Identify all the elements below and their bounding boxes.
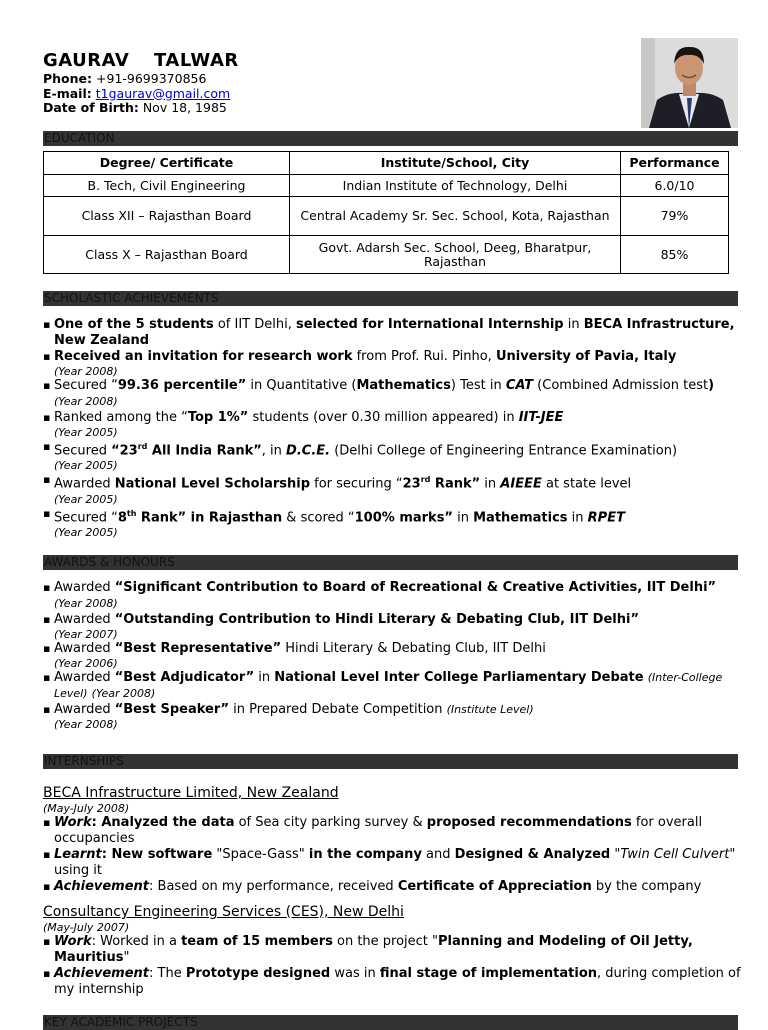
text-run: at state level xyxy=(541,476,632,492)
text-run: in xyxy=(567,509,588,525)
text-run: rd xyxy=(137,442,148,451)
internship-1 xyxy=(43,785,743,895)
text-run: was in xyxy=(330,966,380,981)
text-run: Prototype designed xyxy=(185,966,331,981)
text-run: Hindi Literary & Debating Club, IIT Delhi xyxy=(281,641,546,656)
text-run: Awarded xyxy=(54,670,115,685)
text-run: Received an invitation for research work xyxy=(54,349,353,364)
text-run: in xyxy=(452,509,474,525)
text-run: ) xyxy=(708,378,715,393)
list-item xyxy=(43,641,743,670)
table-cell: 6.0/10 xyxy=(621,175,729,197)
awards-list xyxy=(43,580,743,731)
list-item xyxy=(43,934,743,966)
internship-organization: BECA Infrastructure Limited, New Zealand xyxy=(43,785,339,801)
year-note: (Year 2005) xyxy=(54,426,118,439)
text-run: Work xyxy=(54,934,92,949)
text-run: Secured “ xyxy=(54,378,118,393)
text-run: Awarded xyxy=(54,702,115,717)
phone-value: +91-9699370856 xyxy=(96,71,207,86)
text-run: 8 xyxy=(117,509,127,525)
text-run: (Combined Admission test xyxy=(533,378,709,393)
list-item xyxy=(43,847,743,879)
text-run: All India Rank” xyxy=(147,443,262,459)
text-run: (Institute Level) xyxy=(446,703,534,716)
text-run: in the company xyxy=(308,847,422,862)
year-note: (Year 2005) xyxy=(54,492,118,506)
table-row xyxy=(44,236,729,274)
profile-photo xyxy=(641,38,738,128)
year-note: (Year 2008) xyxy=(54,718,118,731)
text-run: “23 xyxy=(111,443,138,459)
text-run: “Outstanding Contribution to Hindi Literary & Debating Club, IIT Delhi” xyxy=(114,612,639,627)
text-run: ) Test in xyxy=(450,378,506,393)
text-run: in Prepared Debate Competition xyxy=(229,702,447,717)
dob-value: Nov 18, 1985 xyxy=(142,100,227,115)
text-run: selected for International Internship xyxy=(295,317,564,332)
text-run: One of the 5 students xyxy=(54,317,214,332)
list-item xyxy=(43,670,743,702)
text-run: Awarded xyxy=(54,641,115,656)
list-item xyxy=(43,815,743,847)
text-run: : The xyxy=(149,966,186,981)
table-cell: 79% xyxy=(621,197,729,236)
text-run: : Worked in a xyxy=(91,934,182,949)
list-item xyxy=(43,506,743,539)
text-run: Work xyxy=(54,815,92,830)
text-run: (Inter-College Level) xyxy=(54,671,723,700)
text-run: Mathematics xyxy=(473,509,568,525)
candidate-name: GAURAV TALWAR xyxy=(43,50,239,71)
text-run: CAT xyxy=(505,378,534,393)
text-run: " xyxy=(610,847,621,862)
list-item xyxy=(43,580,743,612)
text-run: Twin Cell Culvert xyxy=(620,847,730,862)
text-run: (Year 2008) xyxy=(54,597,118,610)
list-item xyxy=(43,879,743,895)
text-run: for securing “ xyxy=(310,476,403,492)
list-item xyxy=(43,349,743,378)
section-header-education: EDUCATION xyxy=(43,131,738,146)
text-run: “Best Speaker” xyxy=(114,702,230,717)
phone-label: Phone: xyxy=(43,71,93,86)
year-note: (Year 2005) xyxy=(54,459,118,473)
text-run: in xyxy=(563,317,584,332)
text-run: , during completion of my internship xyxy=(54,966,741,997)
table-row xyxy=(44,197,729,236)
internship-dates: (May-July 2008) xyxy=(43,802,130,815)
text-run: in xyxy=(254,670,275,685)
text-run: Certificate of Appreciation xyxy=(397,879,592,894)
list-item xyxy=(43,410,743,439)
text-run: Achievement xyxy=(54,879,150,894)
list-item xyxy=(43,472,743,505)
text-run: final stage of implementation xyxy=(379,966,598,981)
text-run: National Level Inter College Parliamentary Debate xyxy=(274,670,644,685)
text-run: by the company xyxy=(591,879,702,894)
section-header-projects: KEY ACADEMIC PROJECTS xyxy=(43,1015,738,1030)
text-run: : Analyzed the data xyxy=(91,815,235,830)
text-run: in xyxy=(480,476,501,492)
text-run: and xyxy=(421,847,455,862)
text-run: rd xyxy=(420,475,431,485)
list-item xyxy=(43,317,743,349)
table-cell: Class X – Rajasthan Board xyxy=(44,236,290,274)
table-cell: Govt. Adarsh Sec. School, Deeg, Bharatpur, Rajasthan xyxy=(290,236,621,274)
table-header: Institute/School, City xyxy=(290,152,621,175)
table-row xyxy=(44,175,729,197)
text-run: (Delhi College of Engineering Entrance Examination) xyxy=(330,443,678,459)
list-item xyxy=(43,612,743,641)
text-run: “Best Representative” xyxy=(114,641,282,656)
table-cell: Class XII – Rajasthan Board xyxy=(44,197,290,236)
text-run: Rank” xyxy=(430,476,481,492)
table-header: Degree/ Certificate xyxy=(44,152,290,175)
text-run: Learnt xyxy=(54,847,102,862)
internship-dates: (May-July 2007) xyxy=(43,921,130,934)
text-run: 23 xyxy=(402,476,421,492)
text-run: Rank” in Rajasthan xyxy=(136,509,283,525)
text-run: Awarded xyxy=(54,580,115,595)
dob-label: Date of Birth: xyxy=(43,100,139,115)
text-run: Mathematics xyxy=(356,378,451,393)
text-run: Achievement xyxy=(54,966,150,981)
text-run: BECA Infrastructure, New Zealand xyxy=(54,317,735,348)
table-header: Performance xyxy=(621,152,729,175)
text-run: in Quantitative ( xyxy=(246,378,357,393)
text-run: IIT-JEE xyxy=(518,410,564,425)
text-run: of IIT Delhi, xyxy=(213,317,296,332)
year-note: (Year 2005) xyxy=(54,525,118,539)
text-run: " xyxy=(123,950,130,965)
section-header-scholastic: SCHOLASTIC ACHIEVEMENTS xyxy=(43,291,738,306)
table-cell: Indian Institute of Technology, Delhi xyxy=(290,175,621,197)
text-run: National Level Scholarship xyxy=(114,476,311,492)
text-run: th xyxy=(126,508,137,518)
email-label: E-mail: xyxy=(43,85,92,101)
list-item xyxy=(43,702,743,731)
text-run: on the project " xyxy=(332,934,439,949)
section-header-internships: INTERNSHIPS xyxy=(43,754,738,769)
email-link[interactable]: t1gaurav@gmail.com xyxy=(95,85,231,101)
text-run: Awarded xyxy=(54,476,115,492)
text-run: Secured “ xyxy=(54,509,118,525)
contact-block xyxy=(43,72,230,116)
text-run: : Based on my performance, received xyxy=(149,879,398,894)
text-run: of Sea city parking survey & xyxy=(234,815,427,830)
table-cell: 85% xyxy=(621,236,729,274)
text-run: " using it xyxy=(54,847,736,878)
list-item xyxy=(43,439,743,472)
internship-2 xyxy=(43,904,743,998)
table-cell: Central Academy Sr. Sec. School, Kota, Rajasthan xyxy=(290,197,621,236)
text-run: RPET xyxy=(587,509,625,525)
text-run: Ranked among the “ xyxy=(54,410,188,425)
list-item xyxy=(43,966,743,998)
text-run: students (over 0.30 million appeared) in xyxy=(248,410,519,425)
text-run: University of Pavia, Italy xyxy=(495,349,677,364)
year-note: (Year 2006) xyxy=(54,657,118,670)
table-cell: B. Tech, Civil Engineering xyxy=(44,175,290,197)
education-table xyxy=(43,151,729,274)
year-note: (Year 2008) xyxy=(54,365,118,378)
text-run: “Significant Contribution to Board of Recreational & Creative Activities, IIT Delhi” xyxy=(114,580,717,595)
text-run: Designed & Analyzed xyxy=(454,847,611,862)
text-run: , in xyxy=(261,443,287,459)
text-run: “Best Adjudicator” xyxy=(114,670,255,685)
text-run: & scored “ xyxy=(282,509,355,525)
text-run: Awarded xyxy=(54,612,115,627)
section-header-awards: AWARDS & HONOURS xyxy=(43,555,738,570)
text-run: for overall occupancies xyxy=(54,815,703,846)
internship-organization: Consultancy Engineering Services (CES), New Delhi xyxy=(43,904,404,920)
text-run: 99.36 percentile” xyxy=(117,378,247,393)
scholastic-list xyxy=(43,317,743,539)
text-run: team of 15 members xyxy=(181,934,333,949)
text-run: 100% marks” xyxy=(354,509,453,525)
list-item xyxy=(43,378,743,410)
year-note: (Year 2007) xyxy=(54,628,118,641)
text-run: from Prof. Rui. Pinho, xyxy=(352,349,496,364)
text-run: Top 1%” xyxy=(187,410,249,425)
text-run: "Space-Gass" xyxy=(212,847,309,862)
text-run: proposed recommendations xyxy=(426,815,632,830)
text-run: Secured xyxy=(54,443,112,459)
text-run: (Year 2008) xyxy=(54,395,118,408)
text-run: AIEEE xyxy=(500,476,542,492)
text-run: D.C.E. xyxy=(286,443,331,459)
text-run: : New software xyxy=(101,847,213,862)
text-run: (Year 2008) xyxy=(91,687,156,700)
text-run: Planning and Modeling of Oil Jetty, Mauritius xyxy=(54,934,693,965)
